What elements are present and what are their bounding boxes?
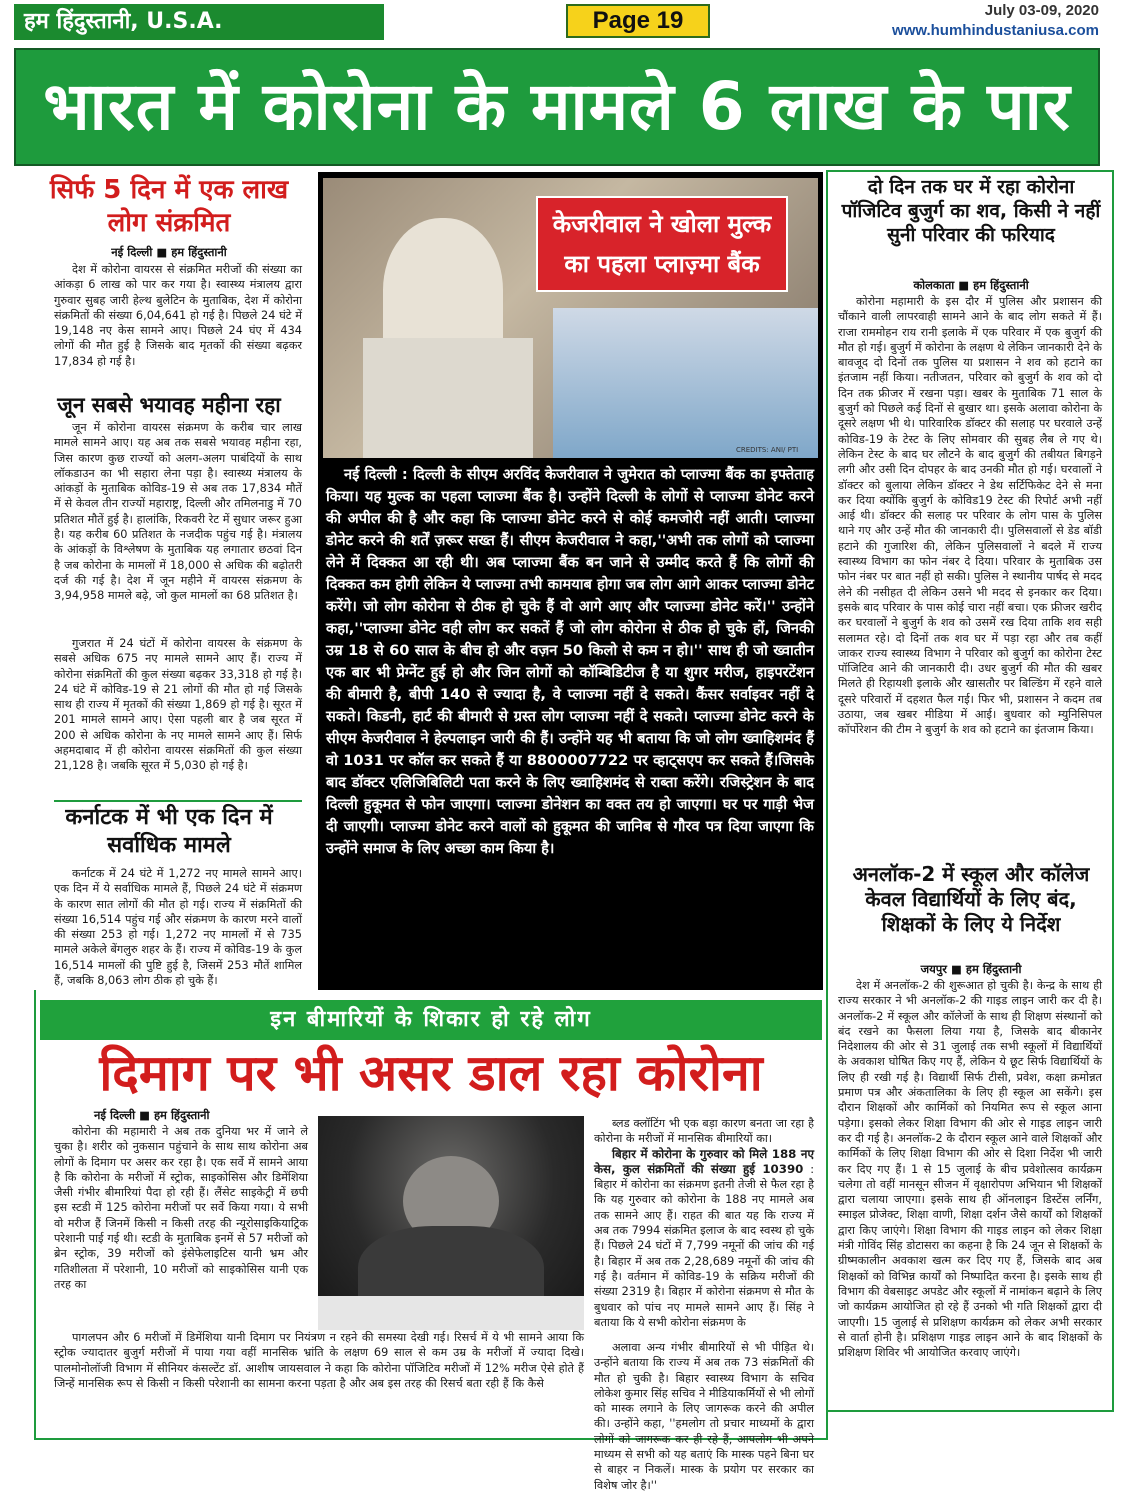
left-headline: सिर्फ 5 दिन में एक लाख लोग संक्रमित: [49, 175, 289, 238]
masthead: [0, 0, 1135, 44]
left-byline: नई दिल्ली ■ हम हिंदुस्तानी: [111, 245, 227, 259]
right-article-para2: देश में अनलॉक-2 की शुरूआत हो चुकी है। केन्द्र के साथ ही राज्य सरकार ने भी अनलॉक-2 की गाइड लाइन जारी कर दी है। अनलॉक-2 में स्कूल और कॉलेजों के साथ ही शिक्षण संस्थानों को बंद रखने का फैसला लिया गया है, जिसके बाद बीकानेर निदेशालय की ओर से 31 जुलाई तक सभी स्कूलों में विद्यार्थियों के अवकाश घोषित किए गए हैं, लेकिन ये छूट सिर्फ विद्यार्थियों के लिए ही रखी गई है। विद्यार्थी सिर्फ टीसी, प्रवेश, कक्षा क्रमोन्नत प्रमाण पत्र और अंकतालिका के लिए ही स्कूल आ सकेंगे। इस दौरान शिक्षकों और कार्मिकों को नियमित रूप से स्कूल आना पड़ेगा। इसको लेकर शिक्षा विभाग की ओर से गाइड लाइन जारी कर दी गई है। अनलॉक-2 के दौरान स्कूल आने वाले शिक्षकों और कार्मिकों के लिए शिक्षा विभाग की ओर से दिशा निर्देश भी जारी कर दिए गए हैं। 1 से 15 जुलाई के बीच प्रवेशोत्सव कार्यक्रम चलेगा तो वहीं मानसून सीजन में वृक्षारोपण अभियान भी शिक्षकों द्वारा चलाया जाएगा। इसके साथ ही ऑनलाइन डिस्टेंस लर्निंग, स्माइल प्रोजेक्ट, शिक्षा वाणी, शिक्षा दर्शन जैसे कार्यों को शिक्षकों द्वारा किए जाएंगे। शिक्षा विभाग की गाइड लाइन को लेकर शिक्षा मंत्री गोविंद सिंह डोटासरा का कहना है कि 24 जून से शिक्षकों के ग्रीष्मकालीन अवकाश खत्म कर दिए गए हैं, जिसके बाद अब शिक्षकों को विभिन्न कार्यों को निष्पादित करना है। इसके साथ ही विभाग की वेबसाइट अपडेट और स्कूलों में नामांकन बढ़ाने के लिए जो कार्यक्रम आयोजित हो रहे हैं उनको भी गति शिक्षकों द्वारा दी जाएगी। 15 जुलाई से प्रशिक्षण कार्यक्रम को लेकर अभी सरकार से वार्ता होनी है। प्रशिक्षण गाइड लाइन आने के बाद शिक्षकों के प्रशिक्षण शिविर भी आयोजित करवाए जाएंगे।: [838, 979, 1102, 1360]
bottom-article-wide: पागलपन और 6 मरीजों में डिमेंशिया यानी दिमाग पर नियंत्रण न रहने की समस्या देखी गई। रिसर्च में ये भी सामने आया कि स्ट्रोक ज्यादातर बुजुर्ग मरीजों में पाया गया वहीं मानसिक भ्रांति के लक्षण 69 साल से कम उम्र के मरीजों में ज्यादा दिखे। पालमोनोलॉजी विभाग में सीनियर कंसल्टेंट डॉ. आशीष जायसवाल ने कहा कि कोरोना पॉजिटिव मरीजों में 12% मरीज ऐसे होते हैं जिन्हें मानसिक रूप से किसी न किसी परेशानी का सामना करना पड़ता है और अब इस तरह की रिसर्च बता रही हैं कि कैसे: [54, 1331, 584, 1390]
issue-date: July 03-09, 2020: [984, 2, 1099, 19]
page-number: Page 19: [566, 4, 710, 38]
publication-name: हम हिंदुस्तानी, U.S.A.: [14, 4, 384, 40]
left-article-para4: कर्नाटक में 24 घंटे में 1,272 नए मामले सामने आए। एक दिन में ये सर्वाधिक मामले हैं, पिछले 24 घंटे में संक्रमण के कारण सात लोगों की मौत हो गई। राज्य में संक्रमितों की संख्या 16,514 पहुंच गई और संक्रमण के कारण मरने वालों की संख्या 253 हो गई। 1,272 नए मामलों में से 735 मामले अकेले बेंगलुरु शहर के हैं। राज्य में कोविड-19 के कुल 16,514 मामलों की पुष्टि हुई है, जिसमें 253 मौतें शामिल हैं, जबकि 8,063 लोग ठीक हो चुके हैं।: [54, 867, 302, 988]
right-headline: दो दिन तक घर में रहा कोरोना पॉजिटिव बुजुर्ग का शव, किसी ने नहीं सुनी परिवार की फरियाद: [841, 176, 1101, 246]
left-headline-2: कर्नाटक में भी एक दिन में सर्वाधिक मामले: [65, 805, 273, 858]
left-article-para1: देश में कोरोना वायरस से संक्रमित मरीजों की संख्या का आंकड़ा 6 लाख को पार कर गया है। स्वास्थ्य मंत्रालय द्वारा गुरुवार सुबह जारी हेल्थ बुलेटिन के मुताबिक, देश में कोरोना संक्रमितों की संख्या 6,04,641 हो गई है। पिछले 24 घंटे में 19,148 नए केस सामने आए। पिछले 24 घंए में 434 लोगों की मौत हुई है जिसके बाद मृतकों की संख्या बढ़कर 17,834 हो गई है।: [54, 263, 302, 368]
website-url[interactable]: www.humhindustaniusa.com: [892, 22, 1099, 39]
left-article-para2: जून में कोरोना वायरस संक्रमण के करीब चार लाख मामले सामने आए। यह अब तक सबसे भयावह महीना रहा, जिस कारण कुछ राज्यों को अलग-अलग पाबंदियों के साथ लॉकडाउन का भी सहारा लेना पड़ा है। स्वास्थ्य मंत्रालय के आंकड़ों के मुताबिक कोविड-19 से अब तक 17,834 मौतें में से केवल तीन राज्यों महाराष्ट्र, दिल्ली और तमिलनाडु में 70 प्रतिशत मौतें हुई है। हालांकि, रिकवरी रेट में सुधार जरूर हुआ है। यह करीब 60 प्रतिशत के नजदीक पहुंच गई है। मंत्रालय के आंकड़ों के विश्लेषण के मुताबिक यह लगातार छठवां दिन है जब कोरोना के मामलों में 18,000 से अधिक की बढ़ोतरी दर्ज की गई है। देश में जून महीने में वायरस संक्रमण के 3,94,958 मामले बढ़े, जो कुल मामलों का 68 प्रतिशत है।: [54, 421, 302, 603]
feature-photo-caption: केजरीवाल ने खोला मुल्क का पहला प्लाज़्मा बैंक: [536, 196, 788, 292]
bottom-article-wide2: अलावा अन्य गंभीर बीमारियों से भी पीड़ित थे। उन्होंने बताया कि राज्य में अब तक 73 संक्रमितों की मौत हो चुकी है। बिहार स्वास्थ्य विभाग के सचिव लोकेश कुमार सिंह सचिव ने मीडियाकर्मियों से भी लोगों को मास्क लगाने के लिए जागरूक करने की अपील की। उन्होंने कहा, ''हमलोग तो प्रचार माध्यमों के द्वारा लोगों को जागरूक कर ही रहे हैं, आपलोग भी अपने माध्यम से सभी को यह बताएं कि मास्क पहने बिना घर से बाहर न निकलें। मास्क के प्रयोग पर सरकार का विशेष जोर है।'': [594, 1341, 814, 1492]
right-headline-2: अनलॉक-2 में स्कूल और कॉलेज केवल विद्यार्थियों के लिए बंद, शिक्षकों के लिए ये निर्देश: [852, 862, 1090, 936]
desk-shape: [318, 1296, 584, 1330]
left-subhead: जून सबसे भयावह महीना रहा: [57, 393, 281, 417]
photo-credit: CREDITS: ANI/ PTI: [736, 446, 799, 454]
right-byline: कोलकाता ■ हम हिंदुस्तानी: [913, 278, 1029, 292]
bottom-kicker: इन बीमारियों के शिकार हो रहे लोग: [40, 1000, 822, 1040]
bottom-byline: नई दिल्ली ■ हम हिंदुस्तानी: [94, 1108, 210, 1122]
bottom-article-col2: ब्लड क्लॉटिंग भी एक बड़ा कारण बनता जा रहा है कोरोना के मरीजों में मानसिक बीमारियों का। बिहार में कोरोना के गुरुवार को मिले 188 नए केस, कुल संक्रमितों की संख्या हुई 10390 : बिहार में कोरोना का संक्रमण इतनी तेजी से फैल रहा है कि यह गुरुवार को कोरोना के 188 नए मामले अब तक सामने आए हैं। राहत की बात यह कि राज्य में अब तक 7994 संक्रमित इलाज के बाद स्वस्थ हो चुके हैं। पिछले 24 घंटों में 7,799 नमूनों की जांच की गई है। बिहार में अब तक 2,28,689 नमूनों की जांच की गई है। वर्तमान में कोविड-19 के सक्रिय मरीजों की संख्या 2319 है। बिहार में कोरोना संक्रमण से मौत के बुधवार को पांच नए मामले सामने आए हैं। सिंह ने बताया कि ये सभी कोरोना संक्रमण के: [594, 1117, 814, 1329]
banner-headline-box: [14, 48, 1100, 166]
left-article-para3: गुजरात में 24 घंटों में कोरोना वायरस के संक्रमण के सबसे अधिक 675 नए मामले सामने आए हैं। राज्य में कोरोना संक्रमितों की कुल संख्या बढ़कर 33,318 हो गई है। 24 घंटे में कोविड-19 से 21 लोगों की मौत हो गई जिसके साथ ही राज्य में मृतकों की संख्या 1,869 हो गई है। सूरत में 201 मामले सामने आए। ऐसा पहली बार है जब सूरत में 200 से अधिक कोरोना के नए मामले सामने आए हैं। सिर्फ अहमदाबाद में ही कोरोना वायरस संक्रमितों की कुल संख्या 21,128 है। जबकि सूरत में 5,030 हो गई है।: [54, 637, 302, 773]
stressed-man-photo: [318, 1116, 584, 1330]
right-article-para1: कोरोना महामारी के इस दौर में पुलिस और प्रशासन की चौंकाने वाली लापरवाही सामने आने के बाद लोग सकते में हैं। राजा राममोहन राय रानी इलाके में एक परिवार में एक बुजुर्ग की मौत हो गई। बुजुर्ग में कोरोना के लक्षण थे लेकिन जानकारी देने के बावजूद दो दिनों तक पुलिस या प्रशासन ने शव को हटाने का इंतजाम नहीं किया। नतीजतन, परिवार को बुजुर्ग के शव को दो दिन तक फ्रीजर में रखना पड़ा। खबर के मुताबिक 71 साल के बुजुर्ग को पिछले कई दिनों से बुखार था। इसके अलावा कोरोना के दूसरे लक्षण भी थे। पारिवारिक डॉक्टर की सलाह पर घरवाले उन्हें कोविड-19 के टेस्ट के लिए सोमवार की सुबह लैब ले गए थे। लेकिन टेस्ट के बाद घर लौटने के बाद बुजुर्ग की तबीयत बिगड़ने लगी और उसी दिन दोपहर के बाद उनकी मौत हो गई। घरवालों ने डॉक्टर को बुलाया लेकिन डॉक्टर ने डेथ सर्टिफिकेट देने से मना कर दिया क्योंकि बुजुर्ग के कोविड19 टेस्ट की रिपोर्ट अभी नहीं आई थी। डॉक्टर की सलाह पर परिवार के लोग पास के पुलिस थाने गए और उन्हें मौत की जानकारी दी। पुलिसवालों से डेड बॉडी हटाने की गुजारिश की, लेकिन पुलिसवालों ने बदले में राज्य स्वास्थ्य विभाग का फोन नंबर दे दिया। परिवार के मुताबिक उस फोन नंबर पर बात नहीं हो सकी। पुलिस ने स्थानीय पार्षद से मदद लेने की नसीहत दी लेकिन उसने भी मदद से इनकार कर दिया। इसके बाद परिवार के पास कोई चारा नहीं बचा। एक फ्रीजर खरीद कर घरवालों ने बुजुर्ग के शव को उसमें रख दिया ताकि शव सही सलामत रहे। दो दिनों तक शव घर में पड़ा रहा और तब कहीं जाकर राज्य स्वास्थ्य विभाग ने परिवार को बुजुर्ग का कोरोना टेस्ट पॉजिटिव आने की जानकारी दी। उधर बुजुर्ग की मौत की खबर मिलते ही रिहायशी इलाके और खासतौर पर बिल्डिंग में रहने वाले दूसरे परिवारों में दहशत फैल गई। फिर भी, प्रशासन ने कदम तब उठाया, जब खबर मीडिया में आई। बुधवार को म्युनिसिपल कॉर्पोरेशन की टीम ने बुजुर्ग के शव को हटाने का इंतजाम किया।: [838, 295, 1102, 737]
bottom-headline: दिमाग पर भी असर डाल रहा कोरोना: [99, 1044, 763, 1102]
divider: [54, 800, 302, 802]
shirt-shape: [363, 338, 533, 458]
lab-vials-image: [553, 308, 818, 458]
feature-article-body: नई दिल्ली : दिल्ली के सीएम अरविंद केजरीवाल ने जुमेरात को प्लाज्मा बैंक का इफ्तेताह किया। यह मुल्क का पहला प्लाज्मा बैंक है। उन्होंने दिल्ली के लोगों से प्लाज्मा डोनेट करने की अपील की है और कहा कि प्लाज्मा डोनेट करने से कोई कमजोरी नहीं आती। प्लाज्मा डोनेट करने की शर्तें ज़रूर सख्त हैं। सीएम केजरीवाल ने कहा,''अभी तक लोगों को प्लाज्मा लेने में दिक्कत आ रही थी। अब प्लाज्मा बैंक बन जाने से उम्मीद करते हैं कि लोगों की दिक्कत कम होगी लेकिन ये प्लाज्मा तभी कामयाब होगा जब लोग आगे आकर प्लाज्मा डोनेट करेंगे। जो लोग कोरोना से ठीक हो चुके हैं वो आगे आए और प्लाज्मा डोनेट करें।'' उन्होंने कहा,''प्लाज्मा डोनेट वही लोग कर सकतें हैं जो लोग कोरोना से ठीक हो चुके हों, जिनकी उम्र 18 से 60 साल के बीच हो और वज़न 50 किलो से कम न हो।'' साथ ही जो ख्वातीन एक बार भी प्रेग्नेंट हुई हो और जिन लोगों को कॉम्बिडिटीज है या शुगर मरीज, हाइपरटेंशन की बीमारी है, बीपी 140 से ज्यादा है, वे प्लाज्मा नहीं दे सकते। कैंसर सर्वाइवर नहीं दे सकते। किडनी, हार्ट की बीमारी से ग्रस्त लोग प्लाज्मा नहीं दे सकते। प्लाज्मा डोनेट करने के सीएम केजरीवाल ने हेल्पलाइन जारी की हैं। उन्होंने यह भी बताया कि जो लोग ख्वाहिशमंद हैं वो 1031 पर कॉल कर सकते हैं या 8800007722 पर व्हाट्सएप कर सकते हैं।जिसके बाद डॉक्टर एलिजिबिलिटी पता करने के लिए ख्वाहिशमंद से राब्ता करेंगे। रजिस्ट्रेशन के बाद दिल्ली हुकूमत से फोन जाएगा। प्लाज्मा डोनेशन का वक्त तय हो जाएगा। घर पर गाड़ी भेज दी जाएगी। प्लाज्मा डोनेट करने वालों को हुकूमत की जानिब से गौरव पत्र दिया जाएगा कि उन्होंने समाज के लिए अच्छा काम किया है।: [326, 466, 814, 857]
bottom-article-col1: कोरोना की महामारी ने अब तक दुनिया भर में जाने ले चुका है। शरीर को नुकसान पहुंचाने के साथ साथ कोरोना अब लोगों के दिमाग पर असर कर रहा है। एक सर्वे में सामने आया है कि कोरोना के मरीजों में स्ट्रोक, साइकोसिस और डिमेंशिया जैसी गंभीर बीमारियां पैदा हो रही हैं। लैंसेट साइकेट्री में छपी इस स्टडी में 125 कोरोना मरीजों पर सर्वे किया गया। ये सभी वो मरीज हैं जिनमें किसी न किसी तरह की न्यूरोसाइकियाट्रिक परेशानी पाई गई थी। स्टडी के मुताबिक इनमें से 57 मरीजों को ब्रेन स्ट्रोक, 39 मरीजों को इंसेफेलाइटिस यानी भ्रम और गतिशीलता में परेशानी, 10 मरीजों को साइकोसिस यानी एक तरह का: [54, 1125, 308, 1291]
right-byline-2: जयपुर ■ हम हिंदुस्तानी: [920, 962, 1022, 976]
bihar-lead: बिहार में कोरोना के गुरुवार को मिले 188 नए केस, कुल संक्रमितों की संख्या हुई 10390: [594, 1146, 814, 1176]
banner-headline: भारत में कोरोना के मामले 6 लाख के पार: [43, 68, 1071, 145]
